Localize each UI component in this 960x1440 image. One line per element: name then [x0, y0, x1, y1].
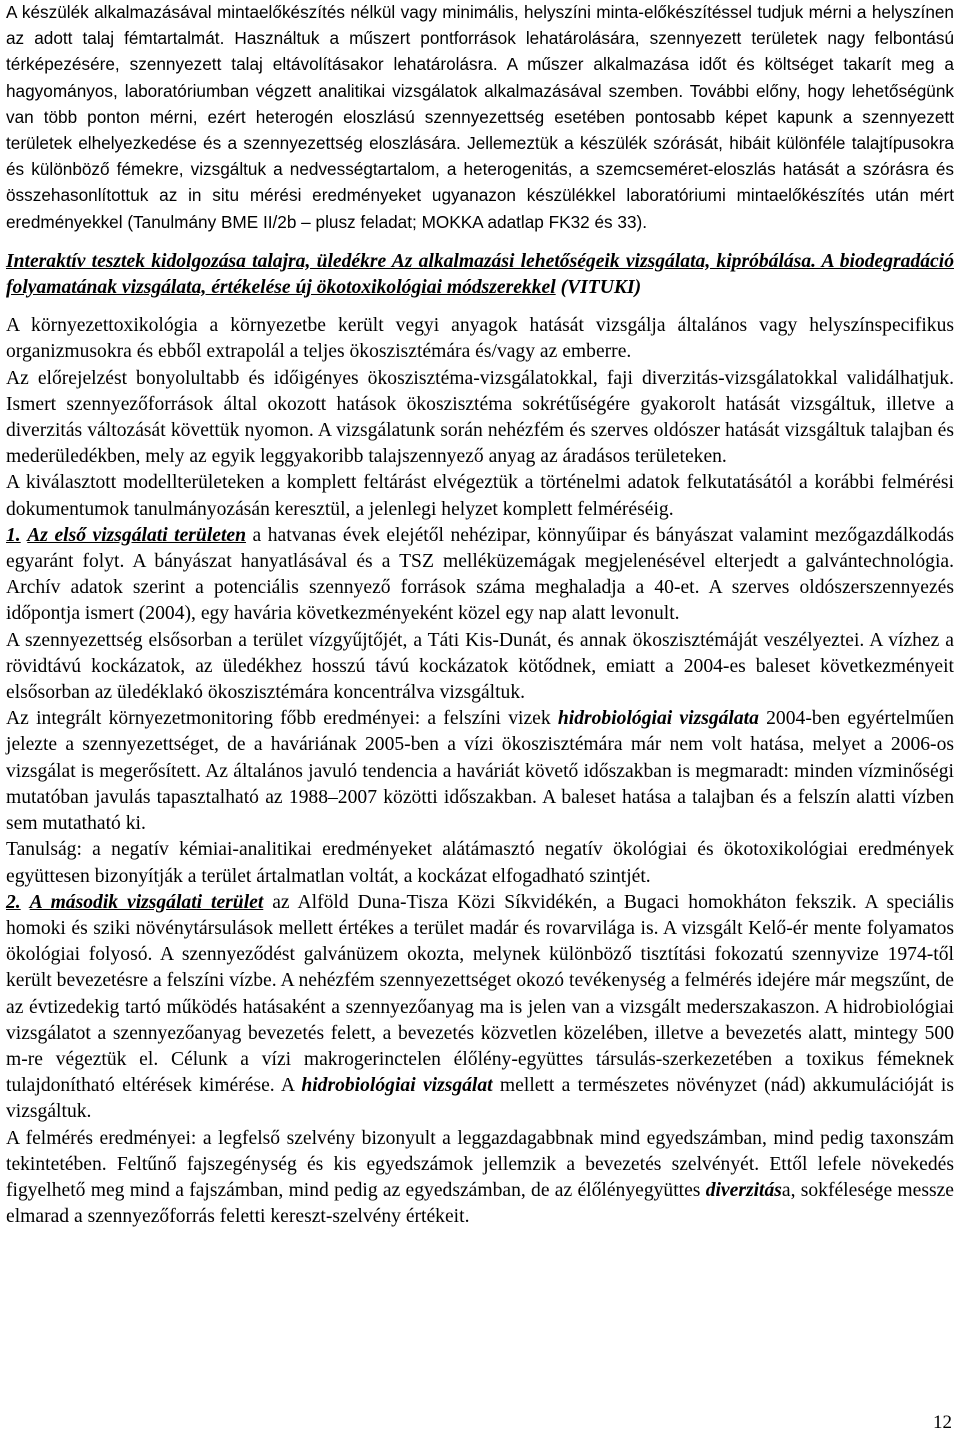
section-heading-institution: (VITUKI): [555, 277, 642, 299]
paragraph-model-areas: A kiválasztott modellterületeken a komplett feltárást elvégeztük a történelmi adatok felkutatásától a korábbi felmérési dokumentumok tanulmányozásán keresztül, a jelenlegi helyzet komplett felméréséig.: [6, 472, 954, 520]
paragraph-toxicology: A környezettoxikológia a környezetbe került vegyi anyagok hatását vizsgálja általános vagy helyszínspecifikus organizmusokra és ebből extrapolál a teljes ökoszisztémára és/vagy az emberre.: [6, 315, 954, 363]
paragraph-validation: Az előrejelzést bonyolultabb és időigényes ökoszisztéma-vizsgálatokkal, faji diverzitás-vizsgálatokkal validálhatjuk. Ismert szennyezőforrások által okozott hatások ökoszisztéma sokrétűségére gyakorolt hatását vizsgáltuk, illetve a diverzitás változását követtük nyomon. A vizsgálatunk során nehézfém és szerves oldószer hatását vizsgáltuk talajban és mederüledékben, mely az egyik leggyakoribb talajszennyező anyag az áradásos területeken.: [6, 367, 954, 468]
monitoring-text-c: 2004-ben egyértelműen jelezte a szennyezettséget, de a haváriának 2005-ben a vízi ökoszisztémára már nem volt hatása, melyet a 2006-os vizsgálat is megerősített. Az általános javuló tendencia a haváriát követő időszakban is megmaradt: minden vízminőségi mutatóban javulás tapasztalható az 1988–2007 közötti időszakban. A baleset hatása a talajban és a felszín alatti vízben sem mutatható ki.: [6, 708, 955, 835]
monitoring-emphasis: hidrobiológiai vizsgálata: [557, 708, 759, 730]
paragraph-pollution-risk: A szennyezettség elsősorban a terület vízgyűjtőjét, a Táti Kis-Dunát, és annak ökoszisztémáját veszélyeztei. A vízhez a rövidtávú kockázatok, az üledékhez hosszú távú kockázatok kötődnek, emiatt a 2004-es baleset következményeit elsősorban az üledéklakó ökoszisztémára koncentrálva vizsgáltuk.: [6, 629, 954, 704]
second-area-text: az Alföld Duna-Tisza Közi Síkvidékén, a Bugaci homokháton fekszik. A speciális homoki és sziki növénytársulások mellett értékes a terület madár és rovarvilága is. A vizsgált Kelő-ér mente folyamatos ökológiai folyosó. A szennyeződést galvánüzem okozta, melynek különböző tisztítási fokozatú szennyvize 1974-től került bevezetésre a felszíni vízbe. A nehézfém szennyezettséget okozó tevékenység a felmérés idejére már megszűnt, de az évtizedekig tartó működés hatásaként a szennyezőanyag ma is jelen van a vizsgált mederszakaszon. A hidrobiológiai vizsgálatot a szennyezőanyag bevezetés felett, a bevezetés közvetlen közelében, illetve a bevezetés alatt, mintegy 500 m-re végeztük el. Célunk a vízi makrogerinctelen élőlény-együttes társulás-szerkezetében a toxikus fémeknek tulajdonítható eltérések kimérése. A: [6, 891, 954, 1097]
page-number: 12: [933, 1412, 952, 1433]
paragraph-lesson: Tanulság: a negatív kémiai-analitikai eredményeket alátámasztó negatív ökológiai és ökotoxikológiai eredmények együttesen bizonyítják a terület ártalmatlan voltát, a kockázat elfogadható szintjét.: [6, 839, 954, 887]
body-text: [6, 313, 954, 1230]
paragraph-monitoring-results: [6, 706, 954, 837]
section-heading: [6, 249, 954, 301]
paragraph-second-area: [6, 890, 954, 1126]
first-area-label: Az első vizsgálati területen: [27, 524, 247, 546]
second-area-label: A második vizsgálati terület: [29, 891, 264, 913]
survey-text-c: a, sokfélesége messze elmarad a szennyezőforrás feletti kereszt-szelvény értékeit.: [6, 1179, 954, 1228]
first-area-text: a hatvanas évek elejétől nehézipar, könnyűipar és bányászat valamint mezőgazdálkodás egyaránt folyt. A bányászat hanyatlásával és a TSZ melléküzemágak megjelenésével elterjedt a galvántechnológia. Archív adatok szerint a potenciális szennyező források száma meghaladja a 40-et. A szerves oldószerszennyezés időpontja ismert (2004), egy havária következményeként közel egy nap alatt levonult.: [6, 524, 955, 625]
paragraph-first-area: [6, 523, 954, 628]
second-area-number: 2.: [6, 891, 21, 913]
survey-emphasis: diverzitás: [705, 1179, 782, 1201]
survey-text-a: A felmérés eredményei: a legfelső szelvény bizonyult a leggazdagabbnak mind egyedszámban, mind pedig taxonszám tekintetében. Feltűnő fajszegénység és kis egyedszámok jellemzik a bevezetés szelvényét. Ettől lefele növekedés figyelhető meg mind a fajszámban, mind pedig az egyedszámban, de az élőlényegyüttes: [6, 1127, 954, 1201]
monitoring-text-a: Az integrált környezetmonitoring főbb eredményei: a felszíni vizek: [6, 708, 558, 730]
second-area-emphasis: hidrobiológiai vizsgálat: [301, 1075, 493, 1097]
first-area-number: 1.: [6, 524, 21, 546]
section-heading-title: Interaktív tesztek kidolgozása talajra, üledékre Az alkalmazási lehetőségeik vizsgálata, kipróbálása. A biodegradáció folyamatának vizsgálata, értékelése új ökotoxikológiai módszerekkel: [6, 250, 954, 299]
second-area-text-end: mellett a természetes növényzet (nád) akkumulációját is vizsgáltuk.: [6, 1075, 955, 1123]
paragraph-survey-results: [6, 1126, 954, 1231]
intro-paragraph: A készülék alkalmazásával mintaelőkészítés nélkül vagy minimális, helyszíni minta-előkészítéssel tudjuk mérni a helyszínen az adott talaj fémtartalmát. Használtuk a műszert pontforrások lehatárolására, szennyezett területek nagy felbontású térképezésére, szennyezett talaj eltávolításakor lehatárolásra. A műszer alkalmazása időt és költséget takarít meg a hagyományos, laboratóriumban végzett analitikai vizsgálatok alkalmazásával szemben. További előny, hogy lehetőségünk van több ponton mérni, ezért heterogén eloszlású szennyezettség esetében pontosabb képet kapunk a szennyezett területek elhelyezkedése és a szennyezettség eloszlására. Jellemeztük a készülék szórását, hibáit különféle talajtípusokra és különböző fémekre, vizsgáltuk a nedvességtartalom, a heterogenitás, a szemcseméret-eloszlás hatását a szórásra és összehasonlítottuk az in situ mérési eredményeket ugyanazon készülékkel laboratóriumi mintaelőkészítés után mért eredményekkel (Tanulmány BME II/2b – plusz feladat; MOKKA adatlap FK32 és 33).: [6, 2, 954, 232]
